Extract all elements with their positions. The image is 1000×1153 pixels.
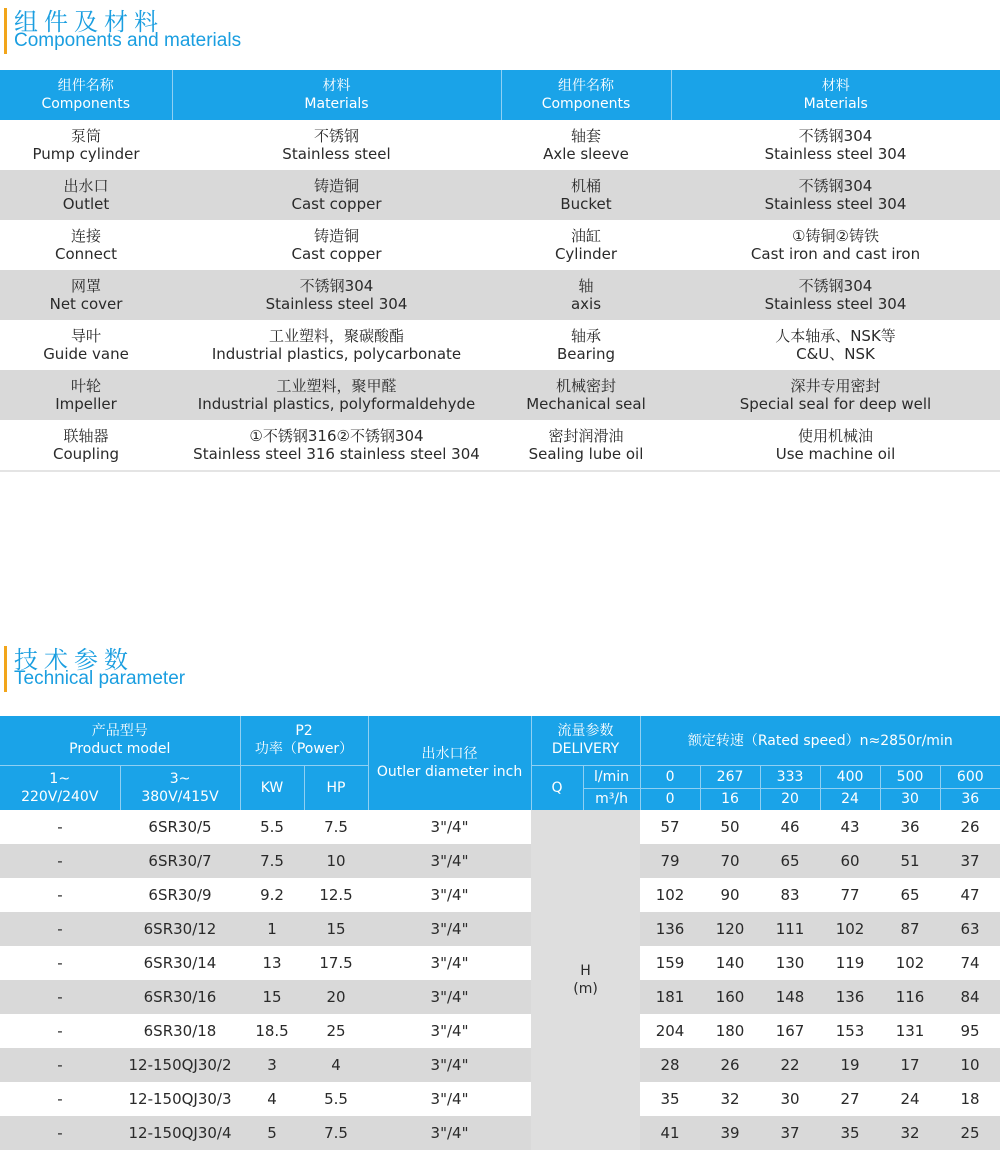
cell-en: Cast copper (291, 195, 382, 213)
materials-header-cell (671, 70, 1000, 120)
model-cell: 6SR30/12 (120, 912, 240, 946)
component-cell (501, 220, 671, 270)
component-cell (501, 320, 671, 370)
head-value-cell: 102 (820, 912, 880, 946)
cell-en: Use machine oil (775, 445, 896, 463)
head-value-cell: 159 (655, 954, 685, 972)
head-value-cell: 50 (720, 818, 740, 836)
component-cell (501, 170, 671, 220)
hp-cell: 4 (304, 1048, 368, 1082)
component-cell (501, 270, 671, 320)
head-value-cell: 57 (660, 818, 680, 836)
cell-zh: ①不锈钢316②不锈钢304 (249, 427, 424, 445)
material-cell (671, 370, 1000, 420)
three-phase-header (120, 765, 240, 810)
header-zh: 材料 (821, 78, 850, 94)
header-en: Components (41, 96, 131, 112)
outlet-cell: 3"/4" (430, 1090, 469, 1108)
model-cell: 6SR30/14 (143, 954, 217, 972)
head-value-cell: 51 (880, 844, 940, 878)
cell-en: Stainless steel 316 stainless steel 304 (193, 445, 480, 463)
outlet-cell: 3"/4" (430, 886, 469, 904)
m3h-value: 0 (640, 788, 700, 810)
head-value-cell: 22 (760, 1048, 820, 1082)
material-cell (671, 220, 1000, 270)
tech-row (0, 1048, 1000, 1082)
head-value-cell: 26 (960, 818, 980, 836)
tech-row (0, 878, 1000, 912)
cell-en: Axle sleeve (543, 145, 629, 163)
head-value-cell: 32 (720, 1090, 740, 1108)
lmin-value: 267 (700, 765, 760, 788)
head-value-cell: 136 (820, 980, 880, 1014)
tech-body (0, 810, 1000, 1150)
materials-table (0, 70, 1000, 472)
cell-zh: 工业塑料，聚碳酸酯 (268, 327, 404, 345)
single-phase-cell: - (57, 818, 63, 836)
single-phase-cell: - (57, 1022, 63, 1040)
tech-row (0, 844, 1000, 878)
cell-zh: 导叶 (70, 327, 101, 345)
single-phase-cell: - (0, 980, 120, 1014)
model-cell: 6SR30/5 (148, 818, 212, 836)
head-value-cell: 36 (900, 818, 920, 836)
kw-cell: 1 (240, 912, 304, 946)
outlet-cell: 3"/4" (430, 1022, 469, 1040)
model-cell: 12-150QJ30/4 (120, 1116, 240, 1150)
head-value-cell: 47 (960, 886, 980, 904)
single-phase-cell: - (0, 844, 120, 878)
materials-title-zh: 组件及材料 (14, 8, 164, 36)
power-header (240, 716, 368, 765)
head-value-cell: 19 (820, 1048, 880, 1082)
title-accent-bar (4, 646, 7, 692)
head-value-cell: 27 (840, 1090, 860, 1108)
head-value-cell: 17 (880, 1048, 940, 1082)
cell-en: Stainless steel 304 (764, 195, 907, 213)
component-cell (0, 170, 172, 220)
kw-cell: 9.2 (260, 886, 284, 904)
cell-zh: 叶轮 (70, 377, 101, 395)
cell-zh: 深井专用密封 (790, 377, 881, 395)
head-value-cell: 160 (700, 980, 760, 1014)
material-cell (671, 170, 1000, 220)
head-value-cell: 136 (640, 912, 700, 946)
material-cell (172, 170, 501, 220)
lmin-value: 600 (940, 765, 1000, 788)
head-value-cell: 153 (835, 1022, 865, 1040)
materials-row (0, 320, 1000, 370)
hp-cell: 7.5 (304, 1116, 368, 1150)
material-cell (172, 270, 501, 320)
single-phase-cell: - (57, 886, 63, 904)
cell-zh: 不锈钢304 (299, 277, 374, 295)
header-en: Materials (803, 96, 868, 112)
component-cell (501, 370, 671, 420)
hp-header: HP (304, 765, 368, 810)
tech-row (0, 980, 1000, 1014)
outlet-diameter-header (368, 716, 531, 810)
component-cell (0, 370, 172, 420)
lmin-unit: l/min (583, 765, 640, 788)
head-value-cell: 204 (655, 1022, 685, 1040)
material-cell (172, 370, 501, 420)
kw-cell: 13 (262, 954, 282, 972)
cell-zh: 轴承 (570, 327, 601, 345)
cell-zh: 轴 (578, 277, 594, 295)
kw-cell: 3 (240, 1048, 304, 1082)
head-value-cell: 37 (760, 1116, 820, 1150)
hp-cell: 17.5 (319, 954, 353, 972)
head-value-cell: 102 (655, 886, 685, 904)
material-cell (172, 120, 501, 170)
outlet-cell: 3"/4" (430, 818, 469, 836)
cell-en: Pump cylinder (32, 145, 140, 163)
product-model-en: Product model (69, 741, 171, 758)
materials-header-cell (172, 70, 501, 120)
cell-en: Connect (54, 245, 118, 263)
cell-zh: 不锈钢304 (798, 277, 873, 295)
m3h-value: 30 (880, 788, 940, 810)
outlet-zh: 出水口径 (421, 746, 478, 762)
m3h-value: 20 (760, 788, 820, 810)
cell-zh: 人本轴承、NSK等 (775, 327, 896, 345)
hp-cell: 12.5 (319, 886, 353, 904)
head-value-cell: 39 (700, 1116, 760, 1150)
cell-en: Bearing (556, 345, 616, 363)
kw-cell: 18.5 (255, 1022, 289, 1040)
cell-zh: 出水口 (63, 177, 109, 195)
lmin-value: 333 (760, 765, 820, 788)
model-cell: 12-150QJ30/2 (120, 1048, 240, 1082)
single-phase-cell: - (57, 1090, 63, 1108)
head-value-cell: 79 (640, 844, 700, 878)
material-cell (172, 420, 501, 471)
outlet-cell: 3"/4" (368, 844, 531, 878)
cell-zh: 连接 (70, 227, 101, 245)
outlet-cell: 3"/4" (430, 954, 469, 972)
material-cell (172, 220, 501, 270)
head-value-cell: 180 (715, 1022, 745, 1040)
cell-en: Special seal for deep well (739, 395, 932, 413)
cell-zh: 不锈钢 (313, 127, 359, 145)
outlet-cell: 3"/4" (368, 1048, 531, 1082)
kw-cell: 5 (240, 1116, 304, 1150)
head-value-cell: 35 (660, 1090, 680, 1108)
head-value-cell: 181 (640, 980, 700, 1014)
cell-en: Bucket (560, 195, 612, 213)
tech-title-en: Technical parameter (14, 668, 186, 689)
materials-header-row (0, 70, 1000, 120)
tech-row (0, 946, 1000, 980)
materials-row (0, 420, 1000, 471)
cell-zh: 机械密封 (555, 377, 616, 395)
head-column (531, 810, 640, 1150)
cell-en: Stainless steel 304 (764, 295, 907, 313)
tech-row (0, 810, 1000, 844)
cell-en: Coupling (52, 445, 120, 463)
header-en: Materials (304, 96, 369, 112)
model-cell: 12-150QJ30/3 (128, 1090, 232, 1108)
header-zh: 组件名称 (57, 78, 114, 94)
cell-en: C&U、NSK (796, 345, 875, 363)
materials-row (0, 120, 1000, 170)
model-cell: 6SR30/9 (148, 886, 212, 904)
p2-label: P2 (295, 723, 313, 740)
head-value-cell: 41 (640, 1116, 700, 1150)
head-value-cell: 30 (780, 1090, 800, 1108)
three-phase-a: 3~ (169, 770, 191, 787)
tech-row (0, 1116, 1000, 1150)
head-value-cell: 95 (960, 1022, 980, 1040)
single-phase-cell: - (0, 1048, 120, 1082)
q-header: Q (531, 765, 583, 810)
head-value-cell: 87 (880, 912, 940, 946)
hp-cell: 7.5 (324, 818, 348, 836)
component-cell (501, 420, 671, 471)
component-cell (0, 320, 172, 370)
m3h-value: 16 (700, 788, 760, 810)
cell-en: Sealing lube oil (528, 445, 644, 463)
cell-zh: 工业塑料，聚甲醛 (276, 377, 397, 395)
materials-header-cell (501, 70, 671, 120)
cell-en: Impeller (55, 395, 117, 413)
material-cell (671, 320, 1000, 370)
cell-en: Stainless steel (282, 145, 391, 163)
kw-cell: 7.5 (240, 844, 304, 878)
head-value-cell: 131 (895, 1022, 925, 1040)
head-value-cell: 120 (700, 912, 760, 946)
head-value-cell: 10 (940, 1048, 1000, 1082)
head-value-cell: 32 (880, 1116, 940, 1150)
head-value-cell: 18 (960, 1090, 980, 1108)
head-value-cell: 111 (760, 912, 820, 946)
cell-zh: 油缸 (570, 227, 601, 245)
tech-row (0, 912, 1000, 946)
product-model-header (0, 716, 240, 765)
cell-en: axis (570, 295, 602, 313)
cell-zh: 网罩 (70, 277, 101, 295)
material-cell (671, 420, 1000, 471)
kw-cell: 15 (240, 980, 304, 1014)
header-zh: 组件名称 (558, 78, 614, 94)
head-value-cell: 116 (880, 980, 940, 1014)
cell-zh: 泵筒 (70, 127, 101, 145)
cell-en: Cylinder (554, 245, 618, 263)
materials-row (0, 170, 1000, 220)
head-value-cell: 77 (840, 886, 860, 904)
head-value-cell: 37 (940, 844, 1000, 878)
cell-zh: 铸造铜 (313, 227, 359, 245)
cell-en: Net cover (49, 295, 123, 313)
cell-en: Stainless steel 304 (265, 295, 408, 313)
component-cell (0, 270, 172, 320)
head-value-cell: 90 (720, 886, 740, 904)
delivery-header (531, 716, 640, 765)
head-value-cell: 65 (900, 886, 920, 904)
tech-row (0, 1014, 1000, 1048)
materials-body (0, 120, 1000, 471)
cell-zh: 联轴器 (63, 427, 109, 445)
h-unit: (m) (573, 981, 598, 997)
cell-zh: 密封润滑油 (548, 427, 624, 445)
head-value-cell: 46 (780, 818, 800, 836)
rated-speed-header: 额定转速（Rated speed）n≈2850r/min (640, 716, 1000, 765)
flow-zh: 流量参数 (557, 723, 614, 740)
material-cell (671, 270, 1000, 320)
cell-zh: 机桶 (570, 177, 601, 195)
head-value-cell: 43 (840, 818, 860, 836)
material-cell (671, 120, 1000, 170)
cell-en: Outlet (62, 195, 110, 213)
tech-row (0, 1082, 1000, 1116)
head-value-cell: 24 (900, 1090, 920, 1108)
cell-zh: 不锈钢304 (798, 127, 873, 145)
hp-cell: 25 (326, 1022, 346, 1040)
kw-cell: 5.5 (260, 818, 284, 836)
materials-row (0, 370, 1000, 420)
tech-title-zh: 技术参数 (14, 646, 134, 674)
kw-cell: 4 (267, 1090, 277, 1108)
m3h-value: 24 (820, 788, 880, 810)
h-label: H (580, 963, 591, 979)
cell-en: Industrial plastics, polyformaldehyde (197, 395, 476, 413)
head-value-cell: 60 (820, 844, 880, 878)
cell-en: Cast copper (291, 245, 382, 263)
single-phase-cell: - (0, 912, 120, 946)
head-value-cell: 167 (775, 1022, 805, 1040)
cell-en: Industrial plastics, polycarbonate (211, 345, 462, 363)
component-cell (0, 420, 172, 471)
model-cell: 6SR30/7 (120, 844, 240, 878)
head-value-cell: 140 (715, 954, 745, 972)
cell-zh: 使用机械油 (797, 427, 873, 445)
head-value-cell: 83 (780, 886, 800, 904)
outlet-cell: 3"/4" (368, 912, 531, 946)
single-phase-cell: - (0, 1116, 120, 1150)
single-phase-cell: - (57, 954, 63, 972)
outlet-cell: 3"/4" (368, 980, 531, 1014)
materials-header-cell (0, 70, 172, 120)
product-model-zh: 产品型号 (91, 723, 148, 740)
cell-en: Mechanical seal (526, 395, 646, 413)
tech-parameter-table (0, 716, 1000, 1150)
outlet-cell: 3"/4" (368, 1116, 531, 1150)
head-value-cell: 119 (835, 954, 865, 972)
cell-en: Stainless steel 304 (764, 145, 907, 163)
cell-zh: 铸造铜 (313, 177, 359, 195)
head-value-cell: 130 (775, 954, 805, 972)
hp-cell: 10 (304, 844, 368, 878)
cell-zh: 不锈钢304 (798, 177, 873, 195)
head-value-cell: 25 (940, 1116, 1000, 1150)
component-cell (0, 120, 172, 170)
single-phase-b: 220V/240V (21, 788, 99, 805)
head-value-cell: 102 (895, 954, 925, 972)
head-value-cell: 35 (820, 1116, 880, 1150)
m3h-unit: m³/h (583, 788, 640, 810)
material-cell (172, 320, 501, 370)
hp-cell: 20 (304, 980, 368, 1014)
single-phase-a: 1~ (49, 770, 71, 787)
head-value-cell: 74 (960, 954, 980, 972)
cell-zh: 轴套 (570, 127, 601, 145)
kw-header: KW (240, 765, 304, 810)
three-phase-b: 380V/415V (141, 788, 219, 805)
hp-cell: 15 (304, 912, 368, 946)
header-zh: 材料 (322, 78, 351, 94)
materials-row (0, 270, 1000, 320)
head-value-cell: 63 (940, 912, 1000, 946)
component-cell (501, 120, 671, 170)
lmin-value: 400 (820, 765, 880, 788)
m3h-value: 36 (940, 788, 1000, 810)
outlet-en: Outler diameter inch (376, 764, 523, 780)
head-value-cell: 70 (700, 844, 760, 878)
lmin-value: 500 (880, 765, 940, 788)
model-cell: 6SR30/16 (120, 980, 240, 1014)
flow-en: DELIVERY (551, 741, 620, 758)
head-value-cell: 65 (760, 844, 820, 878)
cell-en: Cast iron and cast iron (750, 245, 921, 263)
hp-cell: 5.5 (324, 1090, 348, 1108)
head-value-cell: 26 (700, 1048, 760, 1082)
single-phase-header (0, 765, 120, 810)
head-value-cell: 148 (760, 980, 820, 1014)
materials-title-en: Components and materials (14, 30, 242, 51)
title-accent-bar (4, 8, 7, 54)
cell-zh: ①铸铜②铸铁 (792, 227, 879, 245)
component-cell (0, 220, 172, 270)
power-label: 功率（Power） (254, 741, 354, 758)
header-en: Components (541, 96, 631, 112)
head-value-cell: 84 (940, 980, 1000, 1014)
cell-en: Guide vane (43, 345, 129, 363)
model-cell: 6SR30/18 (143, 1022, 217, 1040)
materials-row (0, 220, 1000, 270)
head-value-cell: 28 (640, 1048, 700, 1082)
lmin-value: 0 (640, 765, 700, 788)
